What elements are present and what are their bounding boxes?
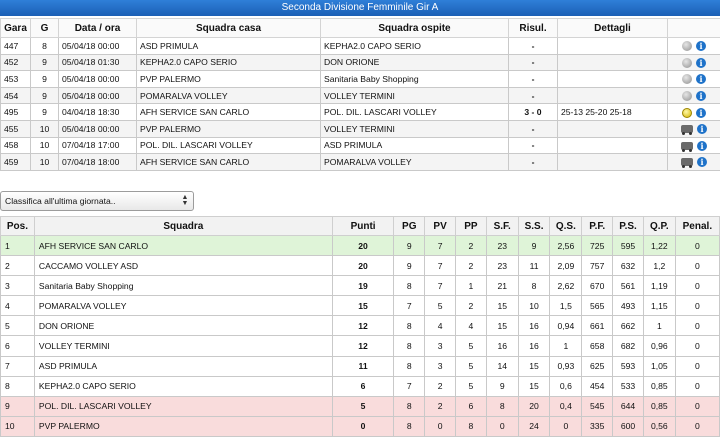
standings-pg: 8 (394, 276, 425, 296)
standings-qp: 0,85 (643, 396, 675, 416)
standings-ss: 11 (518, 256, 550, 276)
standings-qp: 1,22 (643, 236, 675, 256)
match-giornata: 9 (31, 104, 59, 121)
standings-pv: 7 (425, 236, 456, 256)
info-icon[interactable]: i (696, 108, 706, 118)
car-icon[interactable] (681, 142, 693, 150)
match-row (1, 104, 720, 121)
standings-sf: 23 (486, 256, 518, 276)
standings-pf: 335 (582, 416, 613, 436)
match-home-team: AFH SERVICE SAN CARLO (137, 104, 321, 121)
standings-penal: 0 (675, 376, 719, 396)
standings-ps: 595 (613, 236, 644, 256)
match-home-team: AFH SERVICE SAN CARLO (137, 154, 321, 171)
match-details (558, 71, 668, 88)
standings-squadra: ASD PRIMULA (34, 356, 332, 376)
standings-ss: 16 (518, 316, 550, 336)
standings-sf: 0 (486, 416, 518, 436)
matches-table (0, 18, 720, 171)
match-result: - (509, 54, 558, 71)
standings-punti: 12 (332, 316, 394, 336)
info-icon[interactable]: i (696, 58, 706, 68)
standings-ss: 10 (518, 296, 550, 316)
standings-pp: 2 (456, 256, 487, 276)
pending-ball-icon[interactable] (682, 74, 692, 84)
standings-punti: 20 (332, 256, 394, 276)
match-row (1, 71, 720, 88)
match-home-team: ASD PRIMULA (137, 38, 321, 55)
standings-qs: 1,5 (550, 296, 582, 316)
standings-penal: 0 (675, 416, 719, 436)
standings-qs: 2,56 (550, 236, 582, 256)
standings-squadra: KEPHA2.0 CAPO SERIO (34, 376, 332, 396)
match-details (558, 120, 668, 137)
standings-pf: 725 (582, 236, 613, 256)
match-date: 04/04/18 18:30 (59, 104, 137, 121)
standings-qs: 0,4 (550, 396, 582, 416)
standings-qs: 2,62 (550, 276, 582, 296)
match-giornata: 10 (31, 120, 59, 137)
standings-pv: 7 (425, 256, 456, 276)
standings-pp: 5 (456, 376, 487, 396)
match-actions (668, 104, 720, 121)
match-date: 05/04/18 00:00 (59, 71, 137, 88)
standings-sf: 8 (486, 396, 518, 416)
standings-qs: 0 (550, 416, 582, 436)
match-actions (668, 87, 720, 104)
match-giornata: 9 (31, 71, 59, 88)
standings-sf: 15 (486, 316, 518, 336)
standings-punti: 5 (332, 396, 394, 416)
standings-pv: 3 (425, 356, 456, 376)
standings-row (1, 396, 720, 416)
col-data: Data / ora (59, 19, 137, 38)
match-gara: 453 (1, 71, 31, 88)
standings-pf: 658 (582, 336, 613, 356)
standings-pg: 7 (394, 296, 425, 316)
match-gara: 459 (1, 154, 31, 171)
match-details (558, 54, 668, 71)
match-result: - (509, 120, 558, 137)
match-date: 05/04/18 00:00 (59, 120, 137, 137)
standings-pv: 7 (425, 276, 456, 296)
match-away-team: DON ORIONE (321, 54, 509, 71)
standings-row (1, 276, 720, 296)
col-actions (668, 19, 720, 38)
standings-punti: 15 (332, 296, 394, 316)
match-details (558, 137, 668, 154)
col-pg: PG (394, 217, 425, 236)
standings-qp: 1,2 (643, 256, 675, 276)
standings-squadra: CACCAMO VOLLEY ASD (34, 256, 332, 276)
match-result: - (509, 38, 558, 55)
standings-qs: 0,94 (550, 316, 582, 336)
standings-qp: 0,56 (643, 416, 675, 436)
match-giornata: 10 (31, 137, 59, 154)
standings-row (1, 336, 720, 356)
match-away-team: KEPHA2.0 CAPO SERIO (321, 38, 509, 55)
col-punti: Punti (332, 217, 394, 236)
standings-squadra: PVP PALERMO (34, 416, 332, 436)
standings-row (1, 416, 720, 436)
match-gara: 452 (1, 54, 31, 71)
standings-pos: 6 (1, 336, 35, 356)
standings-sf: 23 (486, 236, 518, 256)
standings-ss: 9 (518, 236, 550, 256)
col-casa: Squadra casa (137, 19, 321, 38)
col-sf: S.F. (486, 217, 518, 236)
standings-squadra: POL. DIL. LASCARI VOLLEY (34, 396, 332, 416)
match-result: - (509, 87, 558, 104)
standings-qp: 1,19 (643, 276, 675, 296)
standings-pos: 5 (1, 316, 35, 336)
car-icon[interactable] (681, 125, 693, 133)
match-home-team: KEPHA2.0 CAPO SERIO (137, 54, 321, 71)
info-icon[interactable]: i (697, 157, 707, 167)
standings-ps: 600 (613, 416, 644, 436)
match-details (558, 87, 668, 104)
match-result: - (509, 71, 558, 88)
standings-ps: 682 (613, 336, 644, 356)
standings-pp: 5 (456, 356, 487, 376)
match-giornata: 9 (31, 54, 59, 71)
standings-penal: 0 (675, 316, 719, 336)
match-actions (668, 54, 720, 71)
standings-pp: 2 (456, 296, 487, 316)
match-gara: 447 (1, 38, 31, 55)
standings-row (1, 376, 720, 396)
match-date: 05/04/18 01:30 (59, 54, 137, 71)
match-away-team: VOLLEY TERMINI (321, 87, 509, 104)
standings-squadra: AFH SERVICE SAN CARLO (34, 236, 332, 256)
match-result: - (509, 137, 558, 154)
match-home-team: POMARALVA VOLLEY (137, 87, 321, 104)
standings-sf: 14 (486, 356, 518, 376)
col-pv: PV (425, 217, 456, 236)
standings-qp: 0,96 (643, 336, 675, 356)
matches-header-row (1, 19, 720, 38)
standings-row (1, 236, 720, 256)
match-details (558, 38, 668, 55)
match-row (1, 154, 720, 171)
standings-pos: 8 (1, 376, 35, 396)
standings-ps: 533 (613, 376, 644, 396)
standings-pp: 4 (456, 316, 487, 336)
standings-pg: 8 (394, 316, 425, 336)
standings-pf: 565 (582, 296, 613, 316)
match-result: 3 - 0 (509, 104, 558, 121)
col-risul: Risul. (509, 19, 558, 38)
info-icon[interactable]: i (696, 74, 706, 84)
match-away-team: Sanitaria Baby Shopping (321, 71, 509, 88)
standings-pp: 6 (456, 396, 487, 416)
match-away-team: POMARALVA VOLLEY (321, 154, 509, 171)
standings-pf: 757 (582, 256, 613, 276)
match-home-team: PVP PALERMO (137, 71, 321, 88)
standings-ss: 15 (518, 376, 550, 396)
standings-ps: 561 (613, 276, 644, 296)
match-away-team: ASD PRIMULA (321, 137, 509, 154)
standings-pf: 625 (582, 356, 613, 376)
match-result: - (509, 154, 558, 171)
col-ps: P.S. (613, 217, 644, 236)
match-date: 05/04/18 00:00 (59, 38, 137, 55)
match-giornata: 10 (31, 154, 59, 171)
col-pf: P.F. (582, 217, 613, 236)
standings-penal: 0 (675, 236, 719, 256)
standings-qs: 2,09 (550, 256, 582, 276)
standings-sf: 16 (486, 336, 518, 356)
info-icon[interactable]: i (697, 124, 707, 134)
standings-pg: 8 (394, 396, 425, 416)
standings-pos: 9 (1, 396, 35, 416)
standings-pg: 8 (394, 336, 425, 356)
match-actions (668, 38, 720, 55)
standings-squadra: VOLLEY TERMINI (34, 336, 332, 356)
col-ss: S.S. (518, 217, 550, 236)
standings-pos: 2 (1, 256, 35, 276)
standings-penal: 0 (675, 276, 719, 296)
pending-ball-icon[interactable] (682, 41, 692, 51)
standings-pg: 9 (394, 236, 425, 256)
standings-pp: 2 (456, 236, 487, 256)
standings-penal: 0 (675, 356, 719, 376)
standings-ps: 593 (613, 356, 644, 376)
standings-squadra: POMARALVA VOLLEY (34, 296, 332, 316)
match-details (558, 154, 668, 171)
standings-squadra: Sanitaria Baby Shopping (34, 276, 332, 296)
standings-qp: 0,85 (643, 376, 675, 396)
standings-pp: 5 (456, 336, 487, 356)
standings-pg: 9 (394, 256, 425, 276)
standings-sf: 15 (486, 296, 518, 316)
standings-pp: 8 (456, 416, 487, 436)
col-penal: Penal. (675, 217, 719, 236)
car-icon[interactable] (681, 158, 693, 166)
standings-row (1, 296, 720, 316)
standings-pv: 3 (425, 336, 456, 356)
standings-qp: 1,05 (643, 356, 675, 376)
select-arrows-icon: ▲ ▼ (181, 194, 189, 207)
standings-pos: 7 (1, 356, 35, 376)
match-actions (668, 71, 720, 88)
match-home-team: POL. DIL. LASCARI VOLLEY (137, 137, 321, 154)
col-ospite: Squadra ospite (321, 19, 509, 38)
standings-row (1, 256, 720, 276)
page-title: Seconda Divisione Femminile Gir A (0, 0, 720, 16)
match-date: 07/04/18 17:00 (59, 137, 137, 154)
match-actions (668, 154, 720, 171)
standings-ps: 644 (613, 396, 644, 416)
col-pp: PP (456, 217, 487, 236)
standings-punti: 12 (332, 336, 394, 356)
standings-qs: 0,93 (550, 356, 582, 376)
standings-ps: 493 (613, 296, 644, 316)
match-actions (668, 120, 720, 137)
standings-pv: 5 (425, 296, 456, 316)
standings-row (1, 356, 720, 376)
standings-pg: 7 (394, 376, 425, 396)
info-icon[interactable]: i (696, 41, 706, 51)
standings-pg: 8 (394, 416, 425, 436)
standings-ps: 632 (613, 256, 644, 276)
played-ball-icon[interactable] (682, 108, 692, 118)
standings-pv: 2 (425, 376, 456, 396)
match-giornata: 8 (31, 38, 59, 55)
match-row (1, 137, 720, 154)
match-away-team: VOLLEY TERMINI (321, 120, 509, 137)
standings-ss: 20 (518, 396, 550, 416)
standings-punti: 19 (332, 276, 394, 296)
match-giornata: 9 (31, 87, 59, 104)
match-gara: 458 (1, 137, 31, 154)
standings-qs: 0,6 (550, 376, 582, 396)
standings-sf: 21 (486, 276, 518, 296)
standings-pf: 454 (582, 376, 613, 396)
standings-qs: 1 (550, 336, 582, 356)
col-dettagli: Dettagli (558, 19, 668, 38)
standings-table (0, 216, 720, 437)
standings-view-select[interactable] (0, 191, 194, 211)
standings-penal: 0 (675, 336, 719, 356)
standings-punti: 6 (332, 376, 394, 396)
standings-ss: 16 (518, 336, 550, 356)
col-g: G (31, 19, 59, 38)
match-row (1, 38, 720, 55)
standings-pv: 0 (425, 416, 456, 436)
standings-header-row (1, 217, 720, 236)
standings-pos: 1 (1, 236, 35, 256)
standings-pv: 2 (425, 396, 456, 416)
standings-pv: 4 (425, 316, 456, 336)
standings-pf: 670 (582, 276, 613, 296)
match-row (1, 120, 720, 137)
standings-pp: 1 (456, 276, 487, 296)
match-row (1, 87, 720, 104)
standings-ps: 662 (613, 316, 644, 336)
standings-penal: 0 (675, 396, 719, 416)
standings-qp: 1,15 (643, 296, 675, 316)
standings-penal: 0 (675, 256, 719, 276)
standings-squadra: DON ORIONE (34, 316, 332, 336)
standings-pos: 10 (1, 416, 35, 436)
col-qs: Q.S. (550, 217, 582, 236)
match-home-team: PVP PALERMO (137, 120, 321, 137)
standings-pg: 8 (394, 356, 425, 376)
match-gara: 454 (1, 87, 31, 104)
match-away-team: POL. DIL. LASCARI VOLLEY (321, 104, 509, 121)
standings-pos: 4 (1, 296, 35, 316)
standings-punti: 11 (332, 356, 394, 376)
col-gara: Gara (1, 19, 31, 38)
pending-ball-icon[interactable] (682, 58, 692, 68)
match-actions (668, 137, 720, 154)
standings-punti: 0 (332, 416, 394, 436)
info-icon[interactable]: i (696, 91, 706, 101)
standings-pf: 545 (582, 396, 613, 416)
col-qp: Q.P. (643, 217, 675, 236)
match-date: 05/04/18 00:00 (59, 87, 137, 104)
standings-sf: 9 (486, 376, 518, 396)
standings-ss: 15 (518, 356, 550, 376)
standings-pf: 661 (582, 316, 613, 336)
standings-ss: 24 (518, 416, 550, 436)
standings-qp: 1 (643, 316, 675, 336)
standings-punti: 20 (332, 236, 394, 256)
standings-ss: 8 (518, 276, 550, 296)
pending-ball-icon[interactable] (682, 91, 692, 101)
standings-pos: 3 (1, 276, 35, 296)
match-date: 07/04/18 18:00 (59, 154, 137, 171)
match-row (1, 54, 720, 71)
col-squadra: Squadra (34, 217, 332, 236)
col-pos: Pos. (1, 217, 35, 236)
match-gara: 455 (1, 120, 31, 137)
info-icon[interactable]: i (697, 141, 707, 151)
match-gara: 495 (1, 104, 31, 121)
select-value: Classifica all'ultima giornata.. (5, 196, 116, 206)
standings-row (1, 316, 720, 336)
standings-penal: 0 (675, 296, 719, 316)
match-details: 25-13 25-20 25-18 (558, 104, 668, 121)
